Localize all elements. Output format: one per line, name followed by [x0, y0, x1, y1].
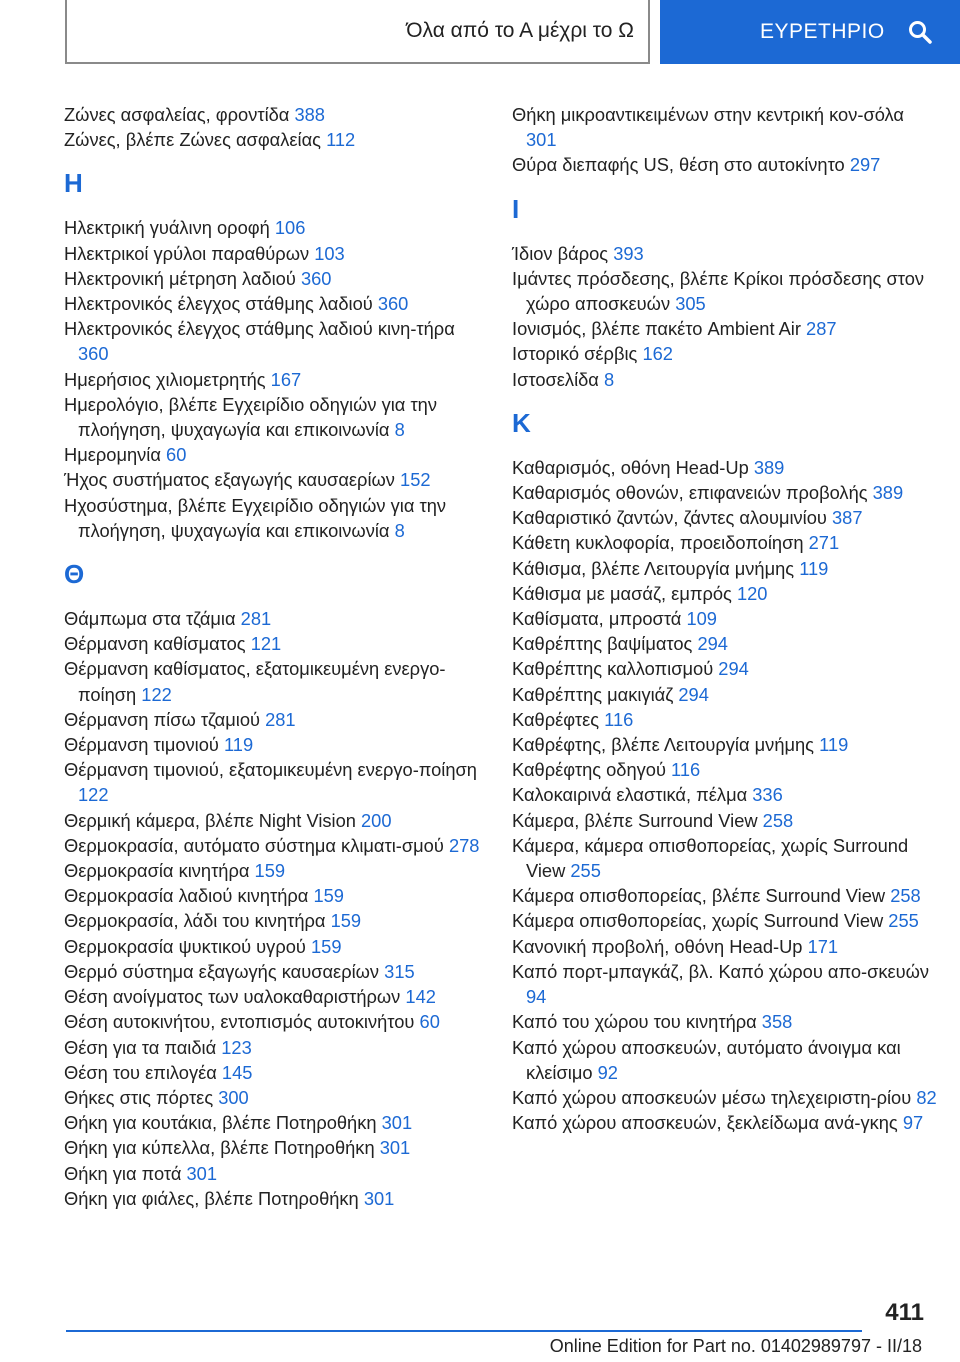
index-page-link[interactable]: 142 [405, 986, 436, 1008]
index-entry [64, 1110, 489, 1135]
index-page-link[interactable]: 159 [313, 885, 344, 907]
index-entry [512, 530, 937, 555]
index-page-link[interactable]: 294 [718, 658, 749, 680]
index-page-link[interactable]: 103 [314, 242, 345, 264]
index-entry-text: Καθίσματα, μπροστά [512, 608, 682, 630]
index-entry-text: Θερμοκρασία, αυτόματο σύστημα κλιματι-σμού [64, 834, 444, 856]
page-number: 411 [885, 1299, 924, 1326]
index-entry-text: Καθαρισμός οθονών, επιφανειών προβολής [512, 482, 868, 504]
index-page-link[interactable]: 8 [394, 519, 405, 541]
index-entry-text: Ηλεκτρονικός έλεγχος στάθμης λαδιού [64, 293, 373, 315]
index-entry-text: Ήχος συστήματος εξαγωγής καυσαερίων [64, 469, 395, 491]
index-entry [512, 682, 937, 707]
index-entry-text: Καθρέφτες [512, 708, 600, 730]
index-entry [64, 1060, 489, 1085]
index-entry-text: Καθρέφτης οδηγού [512, 759, 666, 781]
index-column-left [64, 102, 489, 1211]
index-entry [64, 606, 489, 631]
index-entry-text: Θέση αυτοκινήτου, εντοπισμός αυτοκινήτου [64, 1011, 415, 1033]
index-entry [64, 1161, 489, 1186]
index-entry [512, 934, 937, 959]
index-entry [64, 316, 489, 366]
index-page-link[interactable]: 388 [294, 104, 325, 125]
index-entry [512, 1110, 937, 1135]
index-entry-text: Ηλεκτρική γυάλινη οροφή [64, 217, 270, 239]
index-page-link[interactable]: 162 [642, 343, 673, 365]
index-entry [512, 782, 937, 807]
index-entry-text: Θερμική κάμερα, βλέπε Night Vision [64, 809, 356, 831]
index-entry [64, 291, 489, 316]
index-entry [512, 631, 937, 656]
index-page-link[interactable]: 301 [186, 1162, 218, 1184]
index-entry [64, 1085, 489, 1110]
index-entry [512, 316, 937, 341]
index-page-link[interactable]: 301 [363, 1187, 395, 1209]
index-entry [512, 656, 937, 681]
index-page-link[interactable]: 152 [400, 469, 431, 491]
index-page-link[interactable]: 145 [221, 1061, 253, 1083]
index-entry-text: Καθαριστικό ζαντών, ζάντες αλουμινίου [512, 507, 827, 529]
index-page-link[interactable]: 159 [254, 860, 286, 882]
index-entry [64, 883, 489, 908]
index-page-link[interactable]: 106 [274, 217, 306, 239]
index-entry-text: Κανονική προβολή, οθόνη Head-Up [512, 935, 803, 957]
index-entry [512, 1085, 937, 1110]
index-entry [512, 1035, 937, 1085]
index-entry-text: Θερμοκρασία λαδιού κινητήρα [64, 885, 309, 907]
index-entry [64, 367, 489, 392]
index-page-link[interactable]: 119 [224, 734, 254, 756]
index-entry [64, 1009, 489, 1034]
index-page-link[interactable]: 360 [377, 293, 409, 315]
index-page-link[interactable]: 112 [326, 129, 356, 151]
index-page-link[interactable]: 109 [686, 608, 717, 630]
index-page-link[interactable]: 159 [330, 910, 362, 932]
index-entry [64, 833, 489, 858]
index-page-link[interactable]: 119 [799, 557, 829, 579]
index-entry-text: Κάθετη κυκλοφορία, προειδοποίηση [512, 532, 804, 554]
index-page-link[interactable]: 82 [916, 1086, 937, 1108]
index-entry-text: Ημερομηνία [64, 444, 161, 466]
index-page-link[interactable]: 200 [361, 809, 392, 831]
index-entry-text: Κάθισμα, βλέπε Λειτουργία μνήμης [512, 557, 795, 579]
index-entry [64, 934, 489, 959]
index-entry-text: Ημερήσιος χιλιομετρητής [64, 368, 266, 390]
index-entry [512, 455, 937, 480]
index-page-link[interactable]: 123 [221, 1036, 252, 1058]
index-page-link[interactable]: 315 [384, 960, 415, 982]
index-entry [64, 908, 489, 933]
index-entry-text: Ηλεκτρονική μέτρηση λαδιού [64, 267, 296, 289]
index-page-link[interactable]: 8 [603, 368, 615, 390]
tab-index[interactable] [660, 0, 960, 64]
index-entry [512, 883, 937, 908]
index-page-link[interactable]: 171 [807, 935, 839, 957]
index-entry [512, 606, 937, 631]
index-entry [64, 656, 489, 706]
index-entry [64, 467, 489, 492]
index-page-link[interactable]: 8 [394, 419, 405, 441]
index-page-link[interactable]: 167 [270, 368, 302, 390]
index-page-link[interactable]: 116 [604, 708, 634, 730]
index-entry [64, 442, 489, 467]
index-page-link[interactable]: 278 [448, 834, 480, 856]
tab-index-label: ΕΥΡΕΤΗΡΙΟ [760, 20, 885, 43]
index-page-link[interactable]: 360 [300, 267, 332, 289]
index-entry [512, 757, 937, 782]
index-letter-heading: Κ [512, 407, 531, 438]
index-entry [64, 392, 489, 442]
index-entry [512, 833, 937, 883]
index-entry [512, 808, 937, 833]
index-page-link[interactable]: 159 [310, 935, 342, 957]
index-entry [64, 241, 489, 266]
index-entry-text: Ιστοσελίδα [512, 368, 599, 390]
index-entry-text: Καπό του χώρου του κινητήρα [512, 1011, 757, 1033]
index-entry [64, 493, 489, 543]
index-entry-text: Θήκη μικροαντικειμένων στην κεντρική κον-σόλα [512, 104, 904, 125]
index-entry-text: Ιστορικό σέρβις [512, 343, 638, 365]
index-page-link[interactable]: 389 [753, 456, 785, 478]
index-entry [512, 480, 937, 505]
index-entry-text: Θέρμανση καθίσματος, εξατομικευμένη ενεργο-ποίηση [64, 658, 446, 705]
index-entry [512, 556, 937, 581]
index-page-link[interactable]: 287 [806, 318, 837, 340]
index-page-link[interactable]: 281 [265, 708, 296, 730]
index-page-link[interactable]: 281 [240, 608, 272, 630]
index-page-link[interactable]: 389 [872, 482, 904, 504]
index-entry-text: Καθρέπτης μακιγιάζ [512, 683, 674, 705]
index-page-link[interactable]: 258 [890, 885, 921, 907]
index-entry [64, 631, 489, 656]
index-entry-text: Ημερολόγιο, βλέπε Εγχειρίδιο οδηγιών για την πλοήγηση, ψυχαγωγία και επικοινωνία [64, 393, 437, 441]
index-entry-text: Κάμερα, βλέπε Surround View [512, 809, 758, 831]
index-entry [64, 707, 489, 732]
index-entry-text: Καπό πορτ-μπαγκάζ, βλ. Καπό χώρου απο-σκευών [512, 960, 930, 982]
index-entry-text: Ίδιον βάρος [512, 242, 609, 264]
index-entry [512, 341, 937, 366]
index-entry [64, 858, 489, 883]
index-entry-text: Καλοκαιρινά ελαστικά, πέλμα [512, 784, 748, 806]
index-entry-text: Θήκες στις πόρτες [64, 1086, 214, 1108]
index-entry [64, 959, 489, 984]
index-entry [512, 959, 937, 1009]
index-entry-text: Θήκη για φιάλες, βλέπε Ποτηροθήκη [64, 1187, 359, 1209]
index-page-link[interactable]: 92 [597, 1061, 618, 1083]
index-entry [512, 581, 937, 606]
index-page-link[interactable]: 300 [218, 1086, 249, 1108]
index-entry-text: Θέρμανση τιμονιού, εξατομικευμένη ενεργο-ποίηση [64, 759, 477, 781]
index-entry [64, 808, 489, 833]
index-page-link[interactable]: 121 [250, 633, 282, 655]
index-page-link[interactable]: 271 [808, 532, 840, 554]
index-page-link[interactable]: 360 [78, 343, 109, 365]
index-page-link[interactable]: 294 [678, 683, 709, 705]
tab-a-to-z-label: Όλα από το Α μέχρι το Ω [406, 19, 634, 42]
index-page-link[interactable]: 305 [675, 293, 706, 315]
index-page-link[interactable]: 294 [697, 633, 728, 655]
index-page-link[interactable]: 122 [141, 683, 172, 705]
index-page-link[interactable]: 122 [78, 784, 109, 806]
index-entry-text: Καπό χώρου αποσκευών, αυτόματο άνοιγμα και κλείσιμο [512, 1036, 901, 1083]
index-entry-text: Ζώνες, βλέπε Ζώνες ασφαλείας [64, 129, 321, 151]
index-entry-text: Καπό χώρου αποσκευών, ξεκλείδωμα ανά-γκης [512, 1112, 898, 1134]
index-entry [512, 102, 937, 152]
index-entry [512, 1009, 937, 1034]
index-entry-text: Καπό χώρου αποσκευών μέσω τηλεχειριστη-ρίου [512, 1086, 912, 1108]
index-entry [64, 215, 489, 240]
index-entry [64, 102, 489, 127]
index-entry-text: Θάμπωμα στα τζάμια [64, 608, 236, 630]
edition-note: Online Edition for Part no. 01402989797 - II/18 [549, 1336, 922, 1356]
index-entry [64, 757, 489, 807]
index-page-link[interactable]: 336 [752, 784, 783, 806]
index-entry-text: Θέρμανση πίσω τζαμιού [64, 708, 260, 730]
index-page-link[interactable]: 297 [849, 154, 881, 176]
index-entry-text: Θερμοκρασία κινητήρα [64, 860, 250, 882]
index-entry-text: Θήκη για κύπελλα, βλέπε Ποτηροθήκη [64, 1137, 375, 1159]
index-entry [512, 241, 937, 266]
index-entry-text: Θήκη για ποτά [64, 1162, 182, 1184]
index-entry-text: Ιμάντες πρόσδεσης, βλέπε Κρίκοι πρόσδεσης στον χώρο αποσκευών [512, 267, 924, 315]
index-entry [64, 1186, 489, 1211]
index-page-link[interactable]: 301 [379, 1137, 411, 1159]
index-entry [512, 367, 937, 392]
index-entry-text: Κάμερα, κάμερα οπισθοπορείας, χωρίς Surround View [512, 834, 909, 882]
index-entry [64, 127, 489, 152]
index-entry-text: Ηλεκτρικοί γρύλοι παραθύρων [64, 242, 310, 264]
index-entry-text: Θέση για τα παιδιά [64, 1036, 217, 1058]
index-page-link[interactable]: 97 [902, 1112, 924, 1134]
footer-divider [66, 1330, 862, 1332]
index-entry [512, 152, 937, 177]
index-entry [512, 505, 937, 530]
index-letter-heading: Η [64, 168, 83, 199]
index-entry-text: Θερμό σύστημα εξαγωγής καυσαερίων [64, 960, 380, 982]
index-entry-text: Κάμερα οπισθοπορείας, βλέπε Surround View [512, 885, 886, 907]
index-entry [64, 984, 489, 1009]
index-entry-text: Κάμερα οπισθοπορείας, χωρίς Surround View [512, 910, 884, 932]
index-page-link[interactable]: 60 [166, 444, 187, 466]
index-entry-text: Ηχοσύστημα, βλέπε Εγχειρίδιο οδηγιών για την πλοήγηση, ψυχαγωγία και επικοινωνία [64, 494, 447, 541]
index-entry [512, 707, 937, 732]
index-entry-text: Θέση ανοίγματος των υαλοκαθαριστήρων [64, 986, 401, 1008]
index-page-link[interactable]: 255 [570, 860, 601, 882]
index-entry-text: Καθρέπτης καλλοπισμού [512, 658, 714, 680]
index-entry-text: Θήκη για κουτάκια, βλέπε Ποτηροθήκη [64, 1112, 377, 1134]
index-entry-text: Κάθισμα με μασάζ, εμπρός [512, 582, 732, 604]
index-page-link[interactable]: 119 [819, 734, 849, 756]
index-entry [64, 732, 489, 757]
index-page-link[interactable]: 116 [671, 759, 701, 781]
index-entry-text: Θερμοκρασία, λάδι του κινητήρα [64, 910, 326, 932]
search-icon[interactable] [907, 19, 933, 45]
index-entry-text: Καθαρισμός, οθόνη Head-Up [512, 456, 749, 478]
index-entry-text: Θέρμανση τιμονιού [64, 734, 219, 756]
index-entry-text: Ιονισμός, βλέπε πακέτο Ambient Air [512, 318, 801, 340]
index-page-link[interactable]: 120 [736, 582, 768, 604]
index-entry [512, 908, 937, 933]
index-page-link[interactable]: 60 [419, 1011, 440, 1033]
index-page-link[interactable]: 393 [613, 242, 644, 264]
index-entry-text: Θύρα διεπαφής US, θέση στο αυτοκίνητο [512, 154, 845, 176]
index-page-link[interactable]: 94 [526, 986, 547, 1008]
index-page-link[interactable]: 258 [762, 809, 794, 831]
index-entry [64, 1035, 489, 1060]
index-letter-heading: Ι [512, 193, 520, 224]
index-entry-text: Καθρέπτης βαψίματος [512, 633, 693, 655]
index-entry-text: Ηλεκτρονικός έλεγχος στάθμης λαδιού κινη-τήρα [64, 318, 455, 340]
index-letter-heading: Θ [64, 559, 85, 590]
index-entry-text: Θέρμανση καθίσματος [64, 633, 246, 655]
tab-a-to-z[interactable] [66, 0, 650, 64]
index-entry [512, 266, 937, 316]
index-page-link[interactable]: 301 [526, 129, 557, 151]
index-page-link[interactable]: 387 [832, 507, 863, 529]
index-entry-text: Θέση του επιλογέα [64, 1061, 217, 1083]
index-entry-text: Καθρέφτης, βλέπε Λειτουργία μνήμης [512, 734, 814, 756]
index-page-link[interactable]: 358 [761, 1011, 793, 1033]
index-entry [512, 732, 937, 757]
index-page-link[interactable]: 255 [888, 910, 919, 932]
index-entry [64, 266, 489, 291]
index-entry [64, 1135, 489, 1160]
index-page-link[interactable]: 301 [381, 1112, 413, 1134]
index-column-right [512, 102, 937, 1135]
index-entry-text: Ζώνες ασφαλείας, φροντίδα [64, 104, 290, 125]
index-entry-text: Θερμοκρασία ψυκτικού υγρού [64, 935, 306, 957]
